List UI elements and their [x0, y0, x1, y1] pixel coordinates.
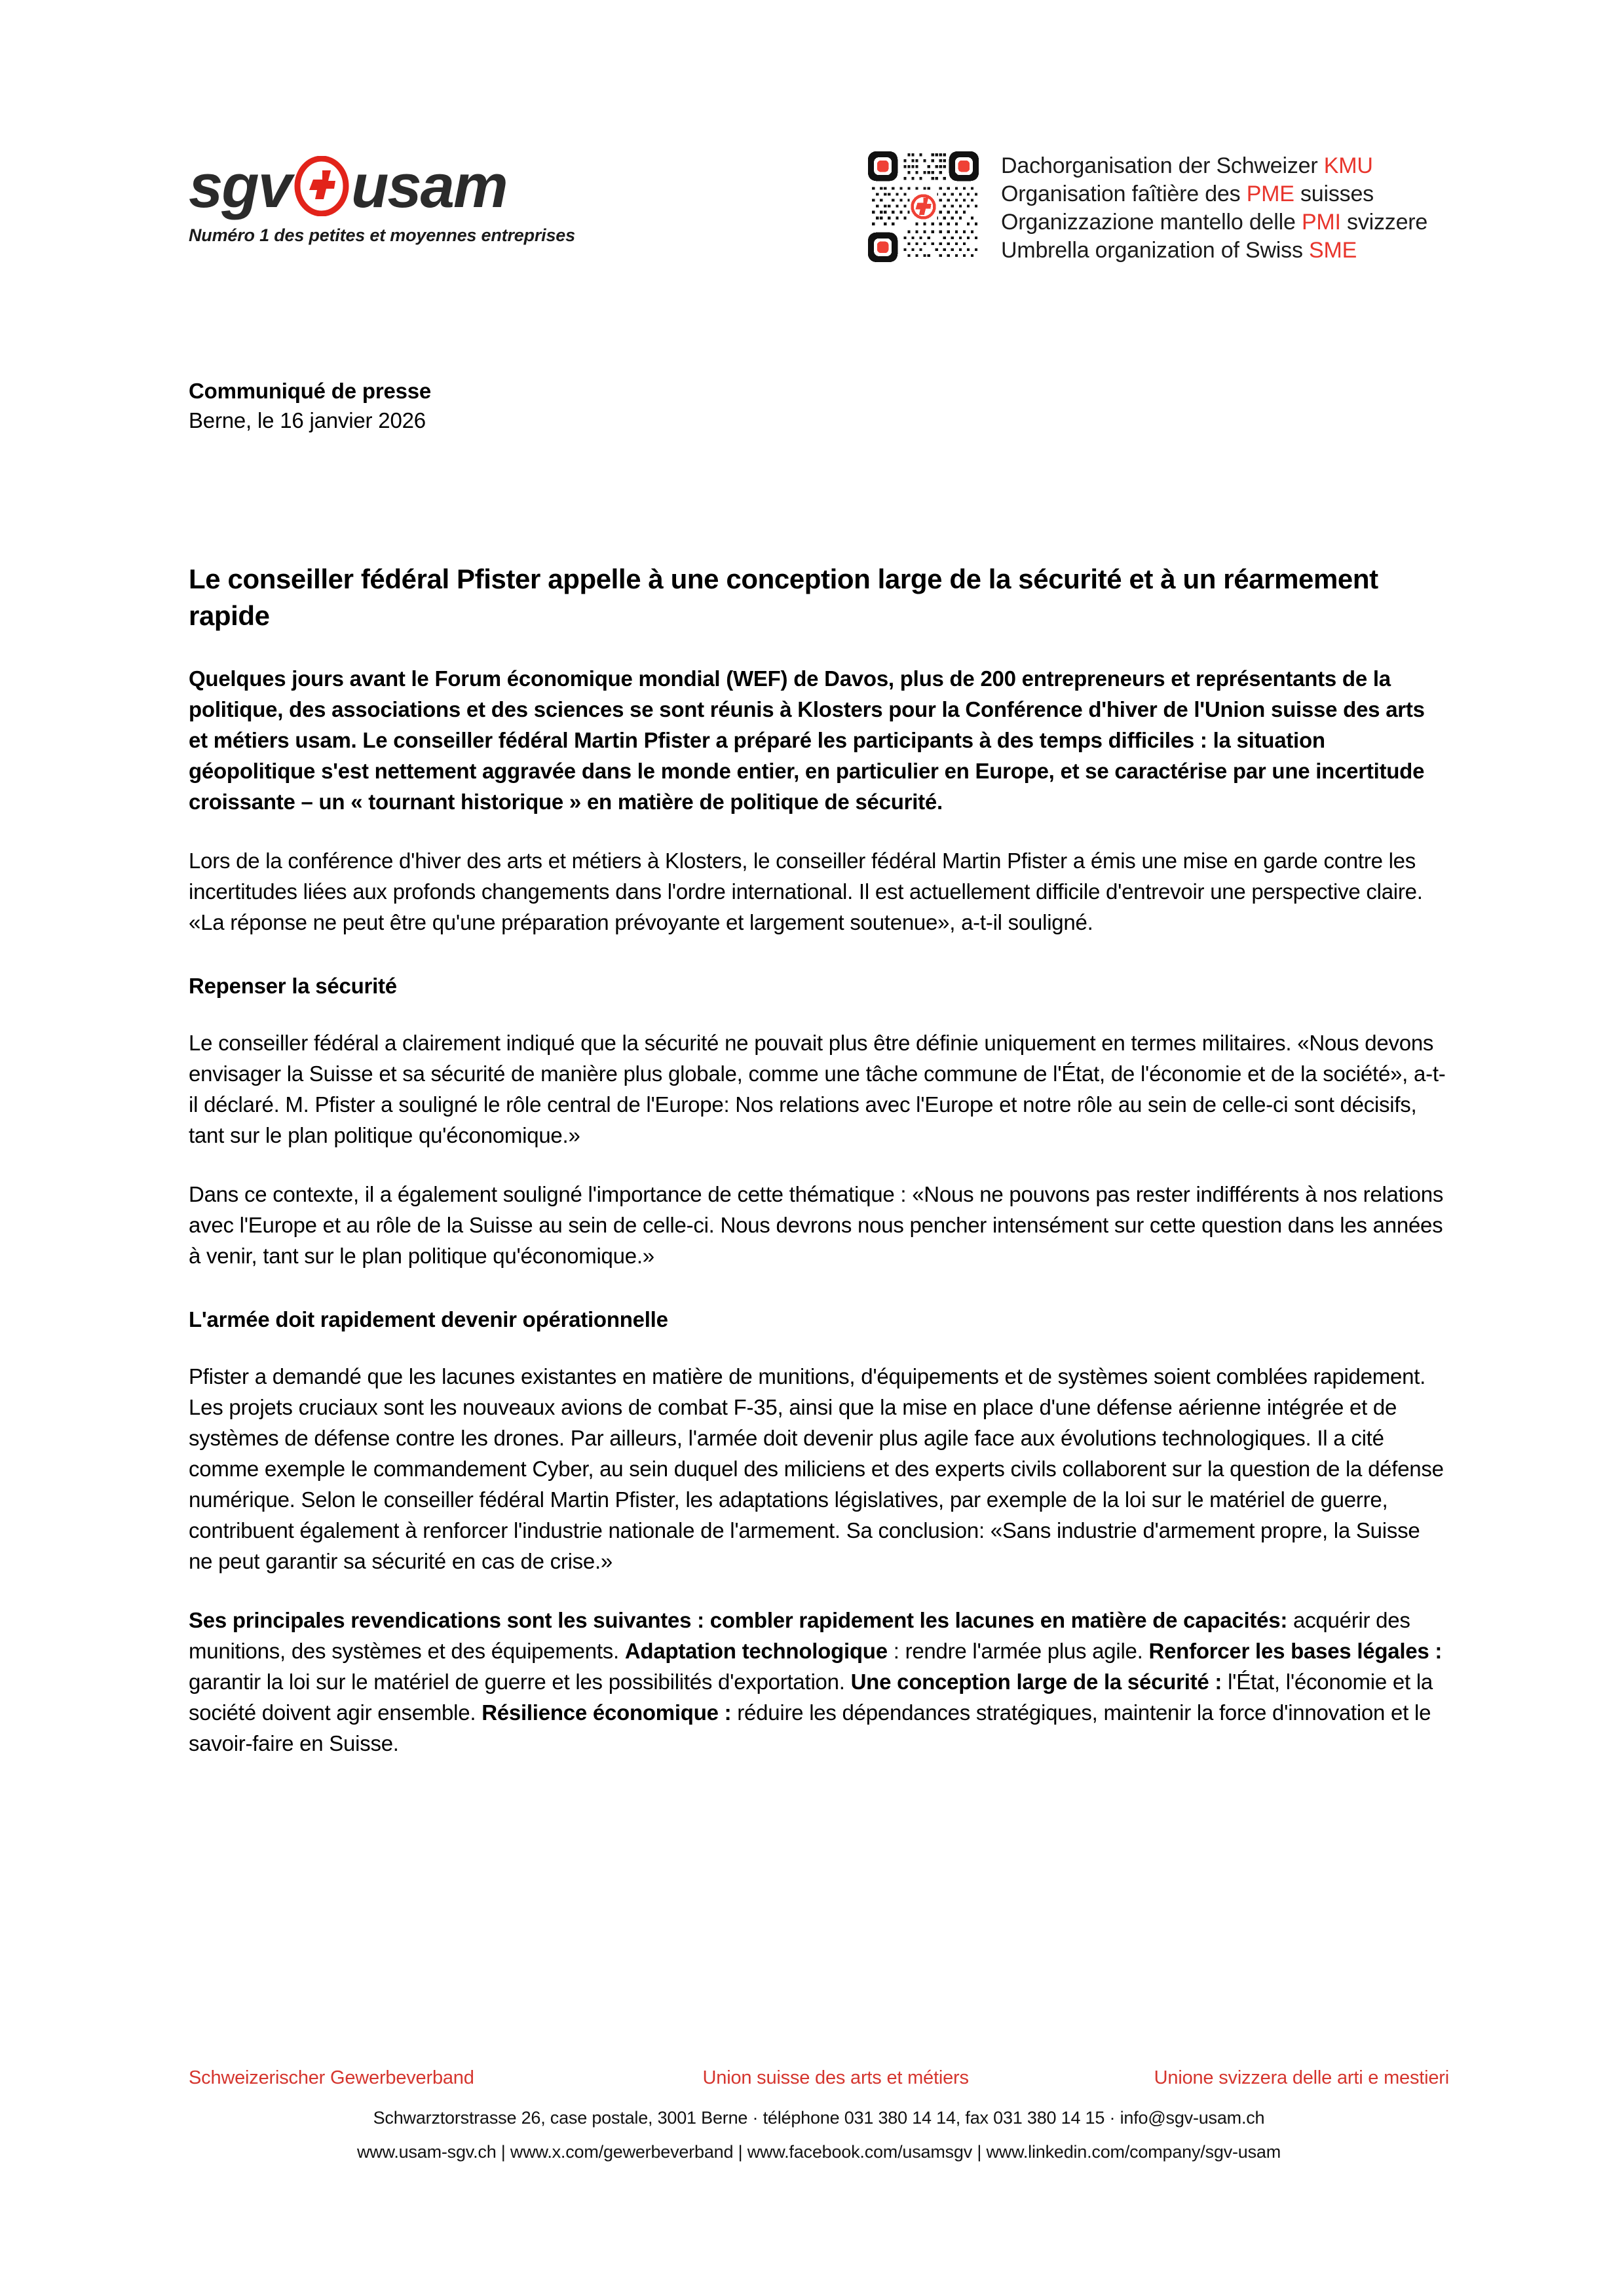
org-line-fr-tail: suisses — [1294, 182, 1374, 206]
document-body — [189, 377, 1449, 1759]
demand-label-2: Adaptation technologique — [624, 1639, 888, 1663]
footer-name-it: Unione svizzera delle arti e mestieri — [1154, 2067, 1449, 2088]
org-line-en — [1001, 237, 1427, 265]
section-heading-armee-operationnelle: L'armée doit rapidement devenir opérationnelle — [189, 1307, 668, 1331]
org-line-it-text: Organizzazione mantello delle — [1001, 210, 1302, 235]
org-line-de-text: Dachorganisation der Schweizer — [1001, 153, 1324, 178]
org-line-fr-text: Organisation faîtière des — [1001, 182, 1247, 206]
demand-text-3: garantir la loi sur le matériel de guerre et les possibilités d'exportation. — [189, 1670, 851, 1694]
section-heading-repenser-la-securite: Repenser la sécurité — [189, 974, 397, 998]
demand-label-3: Renforcer les bases légales : — [1148, 1639, 1443, 1663]
release-type-label: Communiqué de presse — [189, 379, 432, 403]
footer-name-fr: Union suisse des arts et métiers — [702, 2067, 969, 2088]
logo-wordmark — [189, 151, 595, 220]
org-line-en-highlight: SME — [1309, 238, 1357, 263]
page-title-wrapper — [189, 561, 1449, 634]
paragraph-1: Lors de la conférence d'hiver des arts et métiers à Klosters, le conseiller fédéral Martin Pfister a émis une mise en garde contre les incertitudes liées aux profonds changements dans l'ordre international. Il est actuellement difficile d'entrevoir une perspective claire. «La réponse ne peut être qu'une préparation prévoyante et largement soutenue», a-t-il souligné. — [189, 849, 1423, 934]
page-title: Le conseiller fédéral Pfister appelle à une conception large de la sécurité et à un réarmement rapide — [189, 564, 1378, 631]
org-line-fr — [1001, 180, 1427, 208]
logo-tagline: Numéro 1 des petites et moyennes entreprises — [189, 225, 575, 245]
demand-text-2: : rendre l'armée plus agile. — [887, 1639, 1149, 1663]
page-header — [0, 0, 1624, 308]
org-line-de-highlight: KMU — [1323, 153, 1373, 178]
logo-text-usam: usam — [350, 151, 507, 220]
footer-address: Schwarztorstrasse 26, case postale, 3001 Berne · téléphone 031 380 14 14, fax 031 380 14 15 · info@sgv-usam.ch — [373, 2108, 1265, 2128]
demand-text-4: l'État, l'économie et la société doivent agir ensemble. — [189, 1670, 1433, 1725]
paragraph-4: Pfister a demandé que les lacunes existantes en matière de munitions, d'équipements et de systèmes soient comblées rapidement. Les projets cruciaux sont les nouveaux avions de combat F-35, ainsi que la mise en place d'une défense aérienne intégrée et de systèmes de défense contre les drones. Par ailleurs, l'armée doit devenir plus agile face aux évolutions technologiques. Il a cité comme exemple le commandement Cyber, au sein duquel des miliciens et des experts civils collaborent sur la question de la défense numérique. Selon le conseiller fédéral Martin Pfister, les adaptations législatives, par exemple de la loi sur le matériel de guerre, contribuent également à renforcer l'industrie nationale de l'armement. Sa conclusion: «Sans industrie d'armement propre, la Suisse ne peut garantir sa sécurité en cas de crise.» — [189, 1364, 1444, 1573]
page-footer — [189, 2065, 1449, 2165]
org-line-fr-highlight: PME — [1246, 182, 1294, 206]
demand-text-5: réduire les dépendances stratégiques, maintenir la force d'innovation et le savoir-faire en Suisse. — [189, 1700, 1431, 1755]
swiss-cross-circle-icon — [293, 156, 350, 216]
paragraph-demands — [189, 1605, 1449, 1759]
qr-code[interactable] — [866, 149, 981, 264]
release-dateline: Berne, le 16 janvier 2026 — [189, 408, 426, 432]
organization-descriptor-list — [1001, 152, 1427, 265]
organization-logo — [189, 151, 595, 246]
footer-name-de: Schweizerischer Gewerbeverband — [189, 2067, 474, 2088]
org-line-en-text: Umbrella organization of Swiss — [1001, 238, 1309, 263]
org-line-it-tail: svizzere — [1340, 210, 1428, 235]
demand-label-5: Résilience économique : — [482, 1700, 732, 1725]
footer-links[interactable]: www.usam-sgv.ch | www.x.com/gewerbeverband | www.facebook.com/usamsgv | www.linkedin.com/company/sgv-usam — [356, 2142, 1281, 2162]
lead-paragraph: Quelques jours avant le Forum économique mondial (WEF) de Davos, plus de 200 entrepreneurs et représentants de la politique, des associations et des sciences se sont réunis à Klosters pour la Conférence d'hiver de l'Union suisse des arts et métiers usam. Le conseiller fédéral Martin Pfister a préparé les participants à des temps difficiles : la situation géopolitique s'est nettement aggravée dans le monde entier, en particulier en Europe, et se caractérise par une incertitude croissante – un « tournant historique » en matière de politique de sécurité. — [189, 666, 1425, 814]
paragraph-3: Dans ce contexte, il a également souligné l'importance de cette thématique : «Nous ne pouvons pas rester indifférents à nos relations avec l'Europe et au rôle de la Suisse au sein de celle-ci. Nous devrons nous pencher intensément sur cette question dans les années à venir, tant sur le plan politique qu'économique.» — [189, 1182, 1444, 1268]
org-line-it-highlight: PMI — [1301, 210, 1341, 235]
demand-label-1: Ses principales revendications sont les suivantes : combler rapidement les lacunes en matière de capacités: — [189, 1608, 1288, 1632]
demand-text-1: acquérir des munitions, des systèmes et des équipements. — [189, 1608, 1410, 1663]
org-line-it — [1001, 208, 1427, 237]
footer-organization-names — [189, 2065, 1449, 2090]
org-line-de — [1001, 152, 1427, 180]
logo-text-sgv: sgv — [189, 151, 291, 220]
paragraph-2: Le conseiller fédéral a clairement indiqué que la sécurité ne pouvait plus être définie uniquement en termes militaires. «Nous devons envisager la Suisse et sa sécurité de manière plus globale, comme une tâche commune de l'État, de l'économie et de la société», a-t-il déclaré. M. Pfister a souligné le rôle central de l'Europe: Nos relations avec l'Europe et notre rôle au sein de celle-ci sont décisifs, tant sur le plan politique qu'économique.» — [189, 1031, 1446, 1147]
demand-label-4: Une conception large de la sécurité : — [850, 1670, 1222, 1694]
